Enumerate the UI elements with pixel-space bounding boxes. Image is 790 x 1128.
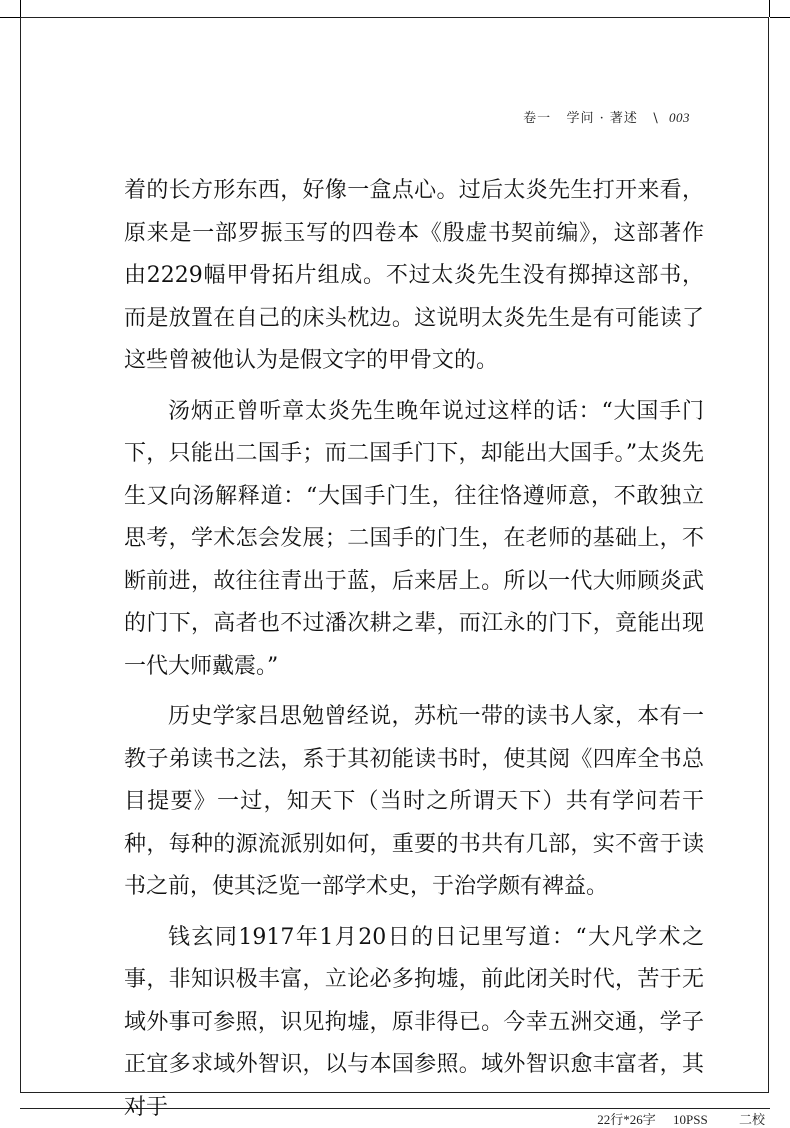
running-head-separator: \ [653,111,659,126]
running-head-section: 学问 · 著述 [566,111,638,126]
paragraph-3: 历史学家吕思勉曾经说，苏杭一带的读书人家，本有一教子弟读书之法，系于其初能读书时，使其阅《四库全书总目提要》一过，知天下（当时之所谓天下）共有学问若干种，每种的源流派别如何，重要的书共有几部，实不啻于读书之前，使其泛览一部学术史，于治学颇有裨益。 [124,704,704,899]
footer-font-code: 10PSS [673,1112,708,1127]
crop-mark-top-right-vertical [769,0,770,17]
body-text [124,170,704,1128]
paragraph-1: 着的长方形东西，好像一盒点心。过后太炎先生打开来看，原来是一部罗振玉写的四卷本《殷虚书契前编》，这部著作由2229幅甲骨拓片组成。不过太炎先生没有掷掉这部书，而是放置在自己的床头枕边。这说明太炎先生是有可能读了这些曾被他认为是假文字的甲骨文的。 [124,178,704,373]
crop-mark-top-left-vertical [20,0,21,17]
running-head [523,107,690,126]
page-number: 003 [669,110,690,125]
paragraph-4: 钱玄同1917年1月20日的日记里写道：“大凡学术之事，非知识极丰富，立论必多拘墟，前此闭关时代，苦于无域外事可参照，识见拘墟，原非得已。今幸五洲交通，学子正宜多求域外智识，以与本国参照。域外智识愈丰富者，其对于 [124,924,704,1120]
footer-proof: 二校 [738,1112,765,1127]
crop-mark-top-left-horizontal [0,17,20,18]
crop-mark-top-right-horizontal [770,17,790,18]
footer-typeset-info [583,1109,765,1128]
footer-layout: 22行*26字 [597,1112,656,1127]
paragraph-2: 汤炳正曾听章太炎先生晚年说过这样的话：“大国手门下，只能出二国手；而二国手门下，却能出大国手。”太炎先生又向汤解释道：“大国手门生，往往恪遵师意，不敢独立思考，学术怎会发展；二国手的门生，在老师的基础上，不断前进，故往往青出于蓝，后来居上。所以一代大师顾炎武的门下，高者也不过潘次耕之辈，而江永的门下，竟能出现一代大师戴震。” [124,398,704,679]
running-head-volume: 卷一 [523,111,552,126]
